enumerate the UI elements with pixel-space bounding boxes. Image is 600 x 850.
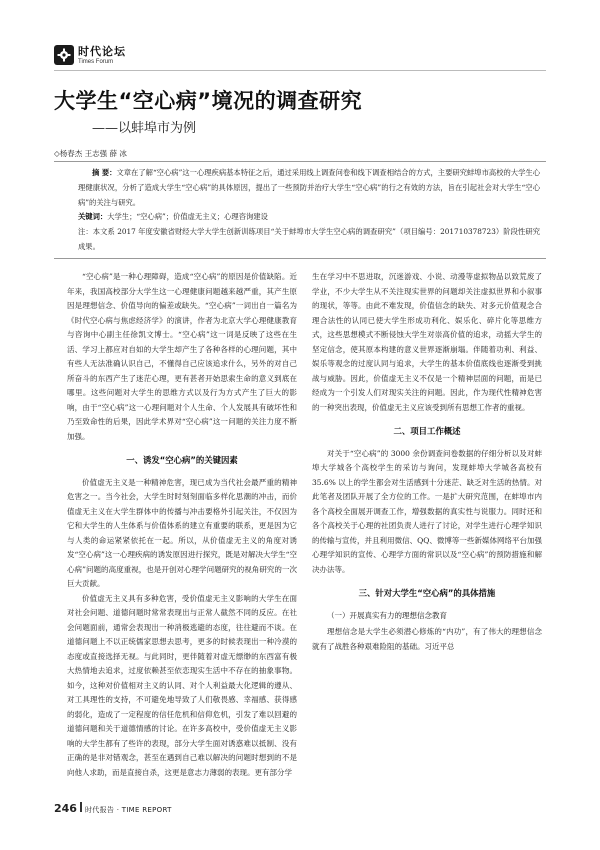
section-1-paragraph-2-continued: 生在学习中不思进取，沉迷游戏、小说、动漫等虚拟物品以致荒废了学业，不少大学生从不关注现实世界的问题却关注虚拟世界和小叙事的现状，等等。由此不难发现，价值信念的缺失、对多元价值观念合理合法性的认同已使大学生形成功利化、娱乐化、碎片化等思维方式，这些思想模式不断侵蚀大学生对崇高价值的追求，动摇大学生的坚定信念，使其原本构建的意义世界逐渐崩塌。伴随着功利、利益、娱乐等观念的过度认同与追求，大学生的基本价值底线也逐渐受到挑战与威胁。因此，价值虚无主义不仅是一个精神层面的问题，而是已经成为一个引发人们对现实关注的问题。因此，作为现代性精神危害的一种突出表现，价值虚无主义应该受到所有思想工作者的重视。 bbox=[312, 272, 542, 412]
column-title-en: Times Forum bbox=[78, 58, 114, 65]
section-3-paragraph: 理想信念是大学生必须潜心修炼的“内功”，有了伟大的理想信念就有了战胜各种艰难险阻的基础。习近平总 bbox=[312, 627, 542, 651]
section-1-paragraph-2: 价值虚无主义具有多种危害，受价值虚无主义影响的大学生在面对社会问题、道德问题时常常表现出与正常人截然不同的反应。在社会问题面前，通常会表现出一种消极逃避的态度，往往避而不谈。在道德问题上不以正统儒家思想去思考，更多的时候表现出一种冷漠的态度或直接选择无视。与此同时，更伴随着对虚无缥缈的东西富有极大热情地去追求，过度依赖甚至依恋现实生活中不存在的抽象事物。如今，这种对价值相对主义的认同、对个人利益最大化逻辑的遵从、对工具理性的支持，不可避免地导致了人们敬畏感、幸福感、获得感的弱化，造成了一定程度的信任危机和信仰危机，引发了难以回避的道德问题和关于道德情感的讨论。在许多高校中，受价值虚无主义影响的大学生都有了些许的表现，部分大学生面对诱惑难以抵制、没有正确的是非对错观念，甚至在遇到自己难以解决的问题时想到的不是向他人求助，而是直接自杀，这更是意志力薄弱的表现。更有部分学 bbox=[67, 593, 297, 777]
section-2-title: 二、项目工作概述 bbox=[393, 426, 461, 436]
section-3-subtitle: （一）开展真实有力的理想信念教育 bbox=[327, 610, 447, 620]
section-3-title: 三、针对大学生“空心病”的具体措施 bbox=[358, 588, 496, 598]
note-paragraph bbox=[78, 225, 540, 255]
column-title: 时代论坛 bbox=[78, 44, 126, 58]
article-authors: ◇杨春杰 王志强 薛 冰 bbox=[54, 149, 127, 158]
page-number: 246 bbox=[54, 802, 77, 815]
note-text: 本文系 2017 年度安徽省财经大学大学生创新训练项目“关于蚌埠市大学生空心病的调查研究”（项目编号：201710378723）阶段性研究成果。 bbox=[78, 227, 540, 251]
article-subtitle: ——以蚌埠市为例 bbox=[92, 121, 197, 136]
body-column-right bbox=[312, 270, 542, 654]
keywords-label: 关键词： bbox=[78, 212, 108, 222]
column-header bbox=[54, 42, 126, 68]
section-1-paragraph-1: 价值虚无主义是一种精神危害，现已成为当代社会最严重的精神危害之一。当今社会，大学生时时刻刻面临多样化思潮的冲击，而价值虚无主义在大学生群体中的传播与冲击要格外引起关注，不仅因为它和大学生的人生体系与价值体系的建立有重要的联系，更是因为它与人类的命运紧紧依托在一起。所以，从价值虚无主义的角度对诱发“空心病”这一心理疾病的诱发原因进行探究，既是对解决大学生“空心病”问题的高度重视，也是开创对心理学问题研究的视角研究的一次巨大贡献。 bbox=[67, 477, 297, 588]
abstract-divider bbox=[54, 258, 546, 259]
body-column-left bbox=[67, 270, 297, 780]
article-title: 大学生“空心病”境况的调查研究 bbox=[54, 89, 363, 113]
abstract-block bbox=[78, 166, 540, 255]
abstract-label: 摘 要： bbox=[92, 168, 117, 177]
section-2-paragraph: 对关于“空心病”的 3000 余份调查问卷数据的仔细分析以及对蚌埠大学城各个高校学生的采访与询问，发现蚌埠大学城各高校有 35.6% 以上的学生都会对生活感到十分迷茫、缺乏对生活的热情。对此笔者及团队开展了全方位的工作。一是扩大研究范围，在蚌埠市内各个高校全面展开调查工作，增强数据的真实性与说服力。同时还和各个高校关于心理的社团负责人进行了讨论，对学生进行心理学知识的传输与宣传，并且利用微信、QQ、微博等一些新媒体网络平台加强心理学知识的宣传、心理学方面的常识以及“空心病”的预防措施和解决办法等。 bbox=[312, 448, 542, 574]
keywords-text: 大学生；“空心病”；价值虚无主义；心理咨询建设 bbox=[107, 212, 268, 222]
header-divider bbox=[54, 70, 546, 71]
note-label: 注： bbox=[78, 227, 93, 237]
footer-separator bbox=[80, 802, 82, 812]
abstract-paragraph bbox=[78, 166, 540, 210]
section-1-title: 一、诱发“空心病”的关键因素 bbox=[126, 455, 238, 465]
keywords-paragraph bbox=[78, 210, 540, 225]
authors-divider bbox=[54, 161, 546, 162]
continued-text-area bbox=[312, 270, 542, 415]
gear-icon bbox=[54, 45, 74, 65]
journal-name: 时代报告 · TIME REPORT bbox=[84, 806, 172, 814]
intro-paragraph: “空心病”是一种心理障碍，造成“空心病”的原因是价值缺陷。近年来，我国高校部分大学生这一心理健康问题越来越严重，其产生原因是理想信念、价值导向的偏差或缺失。“空心病”一词出自一篇名为《时代空心病与焦虑经济学》的演讲，作者为北京大学心理健康教育与咨询中心副主任徐凯文博士。“空心病”这一词是反映了这些在生活、学习上都应对自如的大学生却产生了各种各样的心理问题，其中有些人无法准确认识自己，不懂得自己应该追求什么，另外的对自己所奋斗的东西产生了迷茫心理，更有甚者开始思索生命的意义到底在哪里。这些问题对大学生的思维方式以及行为方式产生了巨大的影响，由于“空心病”这一心理问题对个人生命、个人发展具有破坏性和乃至致命性的后果，因此学术界对“空心病”这一问题的关注力度不断加强。 bbox=[67, 272, 297, 441]
abstract-text: 文章在了解“空心病”这一心理疾病基本特征之后，通过采用线上调查问卷和线下调查相结合的方式，主要研究蚌埠市高校的大学生心理健康状况，分析了造成大学生“空心病”的具体原因，提出了一些预防并治疗大学生“空心病”的行之有效的方法，旨在引起社会对大学生“空心病”的关注与研究。 bbox=[78, 168, 540, 207]
page-footer bbox=[54, 802, 172, 815]
